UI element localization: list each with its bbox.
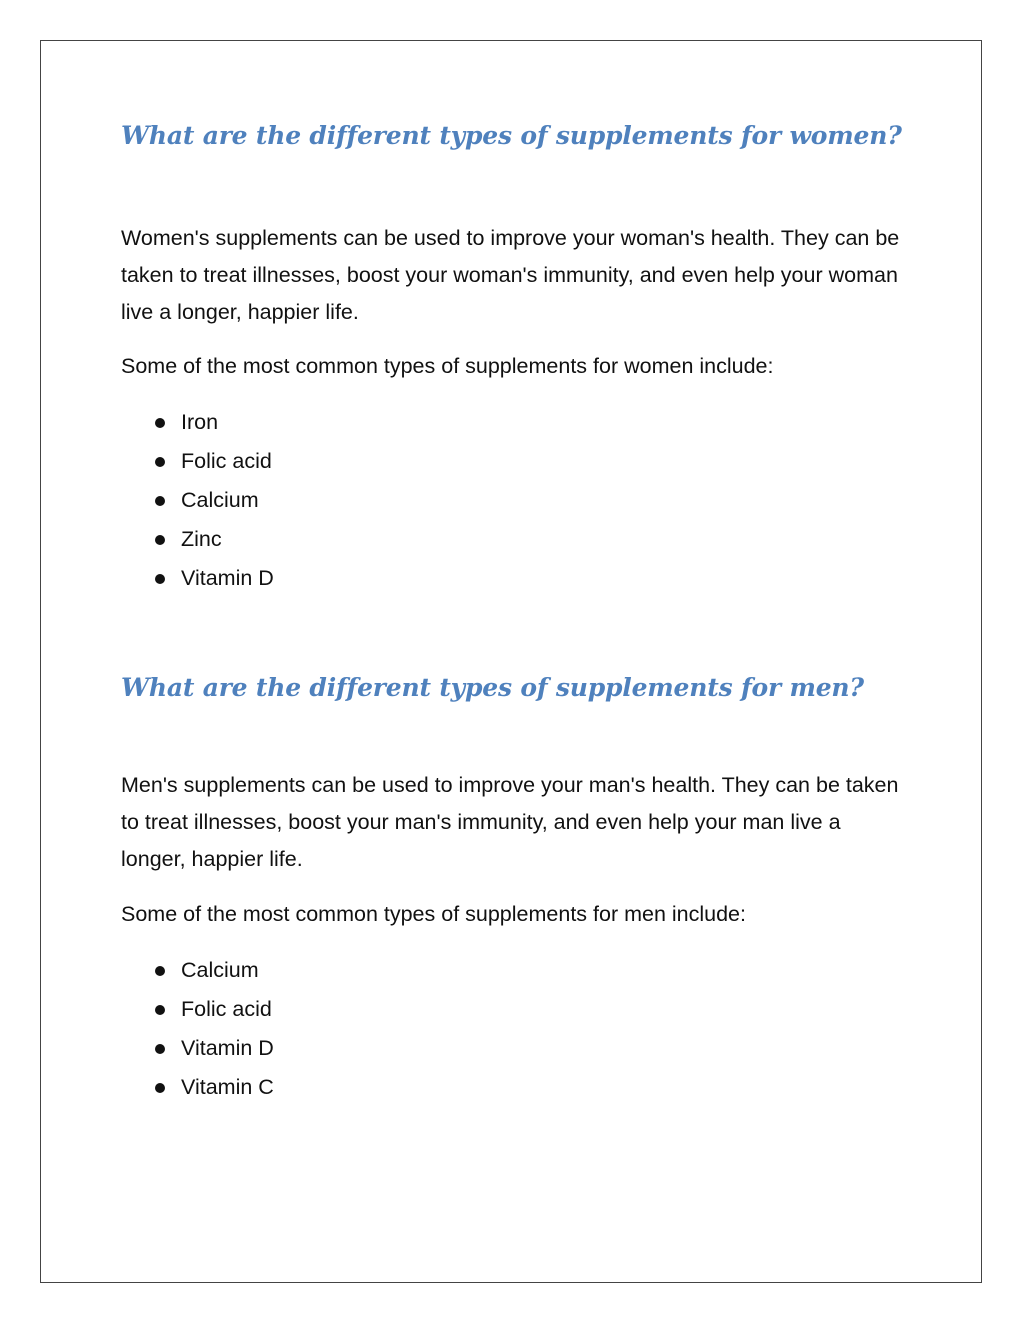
list-item — [121, 1068, 274, 1107]
women-section-intro: Some of the most common types of supplements for women include: — [121, 354, 774, 378]
list-item-label: Vitamin D — [181, 566, 274, 590]
men-section-heading: What are the different types of supplements for men? — [121, 673, 864, 702]
women-supplements-list — [121, 403, 274, 598]
list-item — [121, 520, 274, 559]
list-item — [121, 403, 274, 442]
bullet-icon — [155, 457, 165, 467]
bullet-icon — [155, 1083, 165, 1093]
women-section-heading: What are the different types of supplements for women? — [121, 121, 902, 150]
women-section-paragraph: Women's supplements can be used to improve your woman's health. They can be taken to treat illnesses, boost your woman's immunity, and even help your woman live a longer, happier life. — [121, 226, 900, 324]
list-item-label: Calcium — [181, 488, 259, 512]
list-item-label: Zinc — [181, 527, 222, 551]
bullet-icon — [155, 496, 165, 506]
bullet-icon — [155, 1005, 165, 1015]
men-section-intro: Some of the most common types of supplements for men include: — [121, 902, 746, 926]
list-item-label: Folic acid — [181, 997, 272, 1021]
bullet-icon — [155, 966, 165, 976]
list-item — [121, 559, 274, 598]
bullet-icon — [155, 574, 165, 584]
document-page — [40, 40, 982, 1283]
bullet-icon — [155, 418, 165, 428]
list-item — [121, 442, 274, 481]
men-supplements-list — [121, 951, 274, 1107]
list-item — [121, 481, 274, 520]
list-item — [121, 951, 274, 990]
list-item — [121, 1029, 274, 1068]
list-item-label: Calcium — [181, 958, 259, 982]
men-section-paragraph: Men's supplements can be used to improve your man's health. They can be taken to treat illnesses, boost your man's immunity, and even help your man live a longer, happier life. — [121, 773, 899, 871]
bullet-icon — [155, 1044, 165, 1054]
list-item-label: Vitamin C — [181, 1075, 274, 1099]
list-item-label: Iron — [181, 410, 219, 434]
list-item — [121, 990, 274, 1029]
list-item-label: Folic acid — [181, 449, 272, 473]
list-item-label: Vitamin D — [181, 1036, 274, 1060]
bullet-icon — [155, 535, 165, 545]
